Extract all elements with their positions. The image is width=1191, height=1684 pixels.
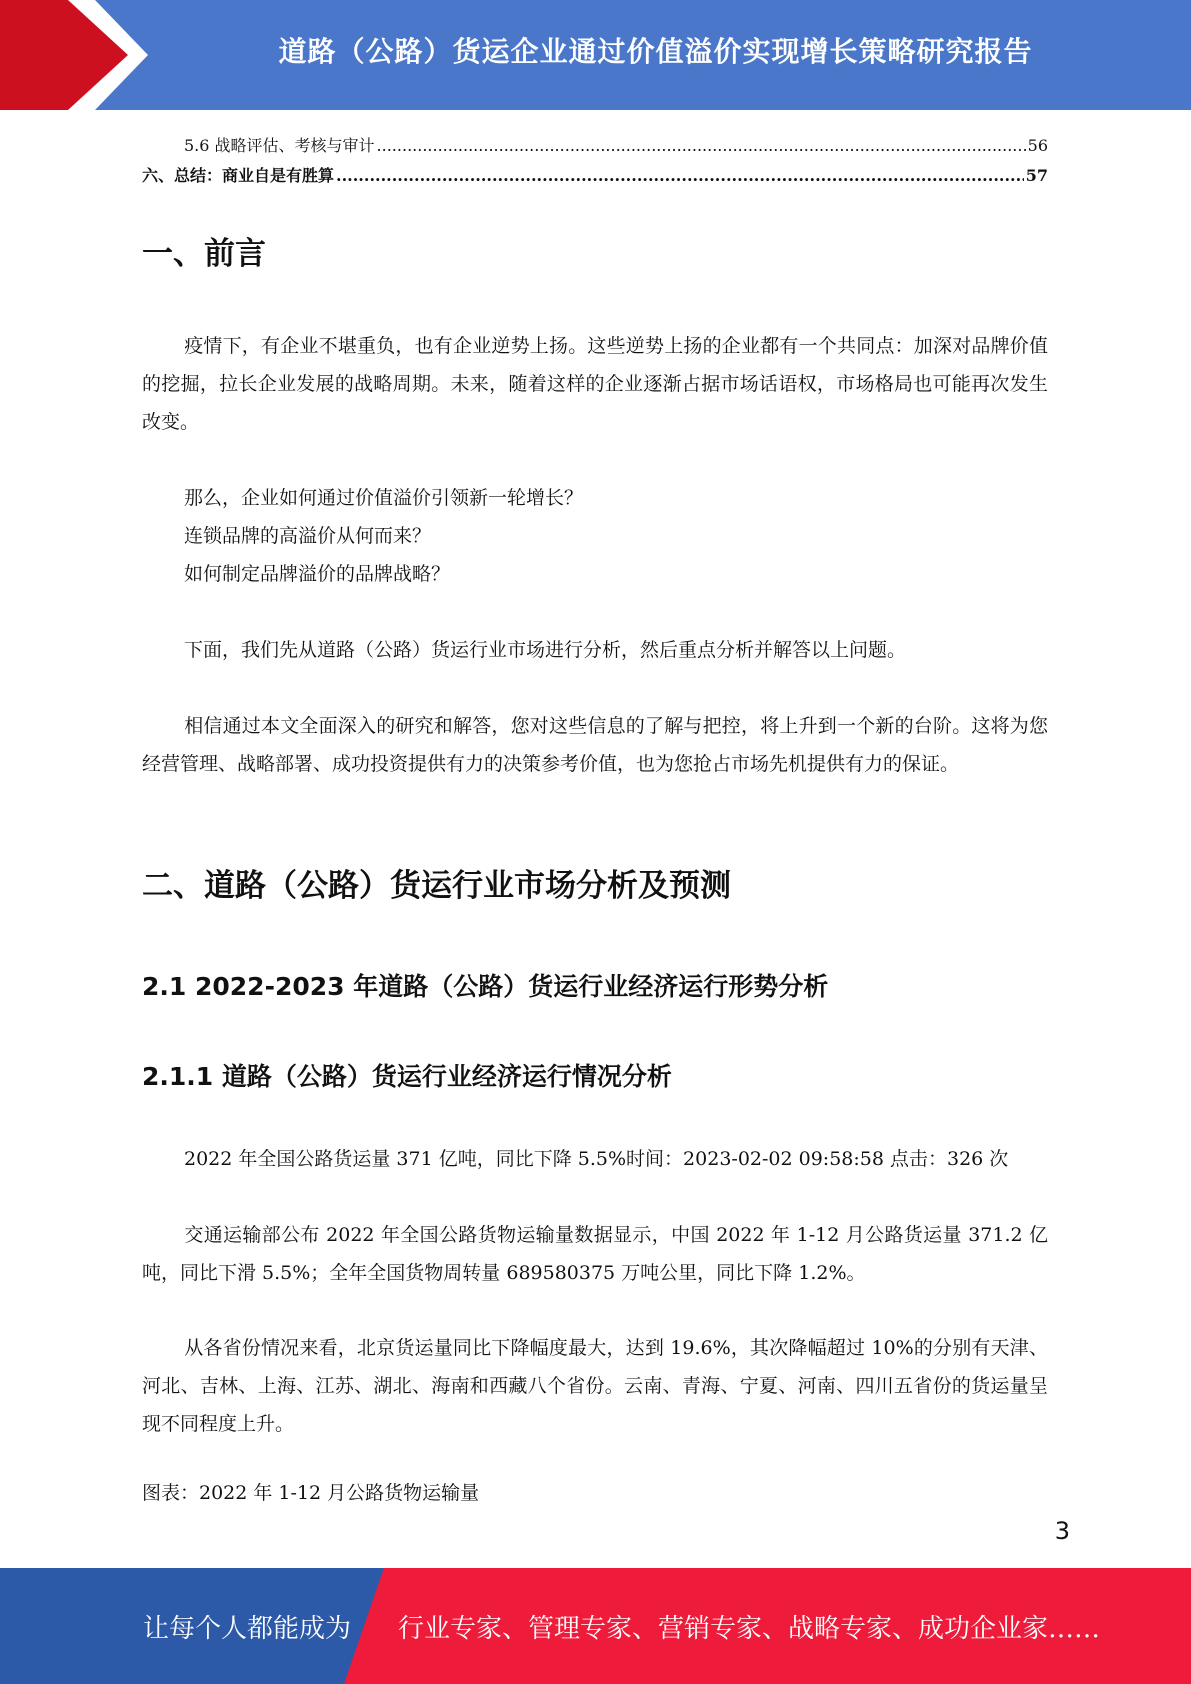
paragraph-text: 交通运输部公布 2022 年全国公路货物运输量数据显示，中国 2022 年 1-12 月公路货运量 371.2 亿吨，同比下滑 5.5%；全年全国货物周转量 689580375 万吨公里，同比下降 1.2%。 — [142, 1224, 1048, 1284]
toc-entry-label: 5.6 战略评估、考核与审计 — [184, 136, 375, 155]
header-chevron-graphic — [0, 0, 160, 110]
question-2: 连锁品牌的高溢价从何而来？ — [184, 525, 432, 547]
section-heading-market-analysis: 二、道路（公路）货运行业市场分析及预测 — [142, 868, 731, 904]
toc-entry-5-6[interactable] — [184, 128, 1048, 158]
paragraph-news-headline — [142, 1140, 1048, 1178]
paragraph-freight-volume — [142, 1216, 1048, 1292]
paragraph-text: 下面，我们先从道路（公路）货运行业市场进行分析，然后重点分析并解答以上问题。 — [184, 639, 907, 661]
paragraph-preface-2 — [142, 631, 1048, 669]
toc-leader-dots — [377, 134, 1026, 158]
subsection-heading-2-1: 2.1 2022-2023 年道路（公路）货运行业经济运行形势分析 — [142, 972, 829, 1001]
toc-entry-label: 六、总结：商业自是有胜算 — [142, 166, 335, 185]
question-3: 如何制定品牌溢价的品牌战略？ — [184, 563, 451, 585]
paragraph-text: 疫情下，有企业不堪重负，也有企业逆势上扬。这些逆势上扬的企业都有一个共同点：加深对品牌价值的挖掘，拉长企业发展的战略周期。未来，随着这样的企业逐渐占据市场话语权，市场格局也可能再次发生改变。 — [142, 335, 1048, 433]
page-number: 3 — [1054, 1517, 1070, 1545]
page-header — [0, 0, 1191, 110]
section-heading-preface: 一、前言 — [142, 236, 266, 272]
paragraph-text: 从各省份情况来看，北京货运量同比下降幅度最大，达到 19.6%，其次降幅超过 10%的分别有天津、河北、吉林、上海、江苏、湖北、海南和西藏八个省份。云南、青海、宁夏、河南、四川五省份的货运量呈现不同程度上升。 — [142, 1337, 1048, 1435]
paragraph-text: 2022 年全国公路货运量 371 亿吨，同比下降 5.5%时间：2023-02-02 09:58:58 点击：326 次 — [184, 1148, 1009, 1170]
paragraph-text: 相信通过本文全面深入的研究和解答，您对这些信息的了解与把控，将上升到一个新的台阶。这将为您经营管理、战略部署、成功投资提供有力的决策参考价值，也为您抢占市场先机提供有力的保证。 — [142, 715, 1048, 775]
footer-slogan-right: 行业专家、管理专家、营销专家、战略专家、成功企业家…… — [398, 1613, 1101, 1644]
toc-entry-page: 56 — [1027, 136, 1048, 155]
paragraph-preface-1 — [142, 327, 1048, 441]
page-footer — [0, 1568, 1191, 1684]
toc-entry-6[interactable] — [142, 158, 1048, 188]
paragraph-province-analysis — [142, 1329, 1048, 1443]
report-title: 道路（公路）货运企业通过价值溢价实现增长策略研究报告 — [278, 35, 1033, 68]
paragraph-preface-3 — [142, 707, 1048, 783]
subsection-heading-2-1-1: 2.1.1 道路（公路）货运行业经济运行情况分析 — [142, 1062, 672, 1091]
toc-entry-page: 57 — [1025, 166, 1048, 185]
toc-leader-dots — [336, 164, 1024, 188]
figure-caption: 图表：2022 年 1-12 月公路货物运输量 — [142, 1482, 480, 1504]
footer-slogan-left: 让每个人都能成为 — [143, 1613, 352, 1644]
question-1: 那么，企业如何通过价值溢价引领新一轮增长？ — [184, 487, 584, 509]
